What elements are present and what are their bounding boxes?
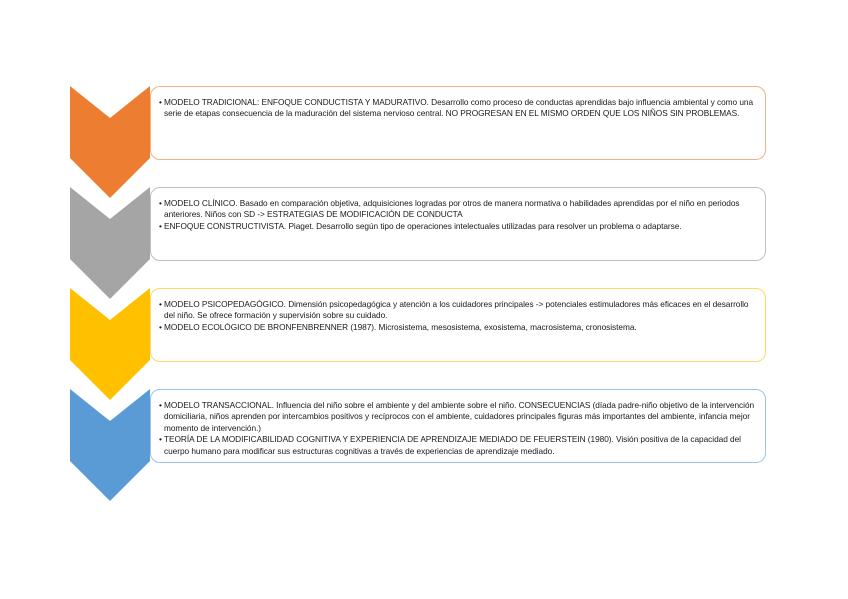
step-3-box (150, 288, 766, 362)
step-2-bullet-2: • ENFOQUE CONSTRUCTIVISTA. Piaget. Desarrollo según tipo de operaciones intelectuales utilizadas para resolver un problema o adaptarse. (159, 221, 757, 232)
step-4-chevron (70, 389, 150, 501)
step-2-chevron-shape (70, 187, 150, 299)
step-4-chevron-shape (70, 389, 150, 501)
step-1-box (150, 86, 766, 160)
step-4-bullet-2: • TEORÍA DE LA MODIFICABILIDAD COGNITIVA Y EXPERIENCIA DE APRENDIZAJE MEDIADO DE FEUERSTEIN (1980). Visión positiva de la capacidad del cuerpo humano para modificar sus estructuras cognitivas a través de experiencias de aprendizaje mediado. (159, 434, 757, 457)
step-4-box (150, 389, 766, 463)
step-1-bullet-1: • MODELO TRADICIONAL: ENFOQUE CONDUCTISTA Y MADURATIVO. Desarrollo como proceso de conductas aprendidas bajo influencia ambiental y como una serie de etapas consecuencia de la maduración del sistema nervioso central. NO PROGRESAN EN EL MISMO ORDEN QUE LOS NIÑOS SIN PROBLEMAS. (159, 97, 757, 120)
step-1-list (159, 97, 757, 120)
step-3-chevron (70, 288, 150, 400)
step-1-chevron-shape (70, 86, 150, 198)
step-3-list (159, 299, 757, 333)
step-3-bullet-2: • MODELO ECOLÓGICO DE BRONFENBRENNER (1987). Microsistema, mesosistema, exosistema, macrosistema, cronosistema. (159, 322, 757, 333)
step-4-bullet-1: • MODELO TRANSACCIONAL. Influencia del niño sobre el ambiente y del ambiente sobre el niño. CONSECUENCIAS (díada padre-niño objetivo de la intervención domiciliaria, niños aprenden por intercambios positivos y recíprocos con el ambiente, cuidadores principales figuras más importantes del ambiente, infancia mejor momento de intervención.) (159, 400, 757, 434)
step-3-chevron-shape (70, 288, 150, 400)
step-2-bullet-1: • MODELO CLÍNICO. Basado en comparación objetiva, adquisiciones logradas por otros de manera normativa o habilidades aprendidas por el niño en periodos anteriores. Niños con SD -> ESTRATEGIAS DE MODIFICACIÓN DE CONDUCTA (159, 198, 757, 221)
step-2-chevron (70, 187, 150, 299)
step-3-bullet-1: • MODELO PSICOPEDAGÓGICO. Dimensión psicopedagógica y atención a los cuidadores principales -> potenciales estimuladores más eficaces en el desarrollo del niño. Se ofrece formación y supervisión sobre su cuidado. (159, 299, 757, 322)
step-2-list (159, 198, 757, 232)
step-1-chevron (70, 86, 150, 198)
step-2-box (150, 187, 766, 261)
step-4-list (159, 400, 757, 457)
